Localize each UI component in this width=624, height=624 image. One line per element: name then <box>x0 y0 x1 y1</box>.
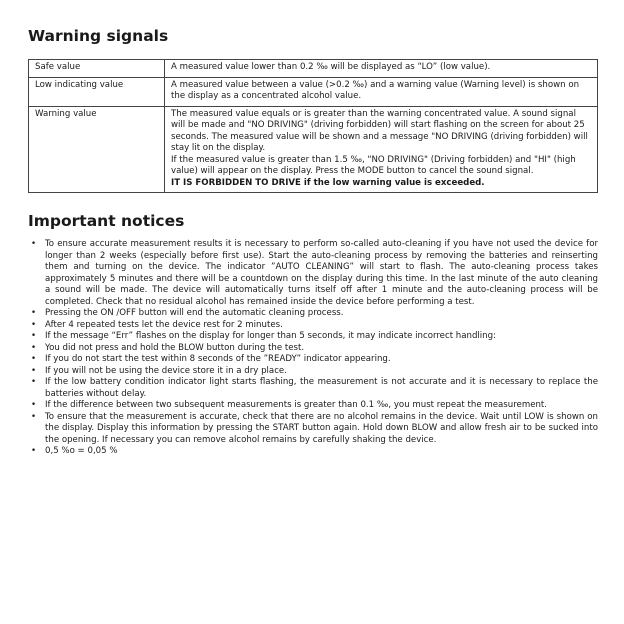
document-page <box>28 24 598 458</box>
row-text: If the measured value is greater than 1.5 ‰, "NO DRIVING" (Driving forbidden) and "HI" (high value) will appear on the display. Press the MODE button to cancel the sound signal. <box>171 154 576 176</box>
bullet-icon: • <box>31 319 37 330</box>
warning-signals-table <box>28 59 598 193</box>
list-item-text: If the low battery condition indicator light starts flashing, the measurement is not accurate and it is necessary to replace the batteries without delay. <box>45 377 598 399</box>
list-item-text: After 4 repeated tests let the device rest for 2 minutes. <box>45 319 283 330</box>
bullet-icon: • <box>31 308 37 318</box>
bullet-icon: • <box>31 239 37 249</box>
list-item <box>28 446 598 458</box>
list-item-text: To ensure accurate measurement results it is necessary to perform so-called auto-cleaning if you have not used the device for longer than 2 weeks (especially before first use). Start the auto-cleaning process by removing the batteries and reinserting them and turning on the device. The indicator ”AUTO CLEANING” will start to flash. The auto-cleaning process takes approximately 5 minutes and there will be a countdown on the display during this time. In the last minute of the auto cleaning a sound will be made. The device will automatically turns itself off after 1 minute and the auto-cleaning process will be completed. Check that no residual alcohol has remained inside the device before performing a test. <box>45 239 598 307</box>
row-text: A measured value between a value (>0.2 ‰) and a warning value (Warning level) is shown on the display as a concentrated alcohol value. <box>171 79 580 101</box>
row-text: A measured value lower than 0.2 ‰ will be displayed as “LO” (low value). <box>171 62 491 72</box>
row-text: The measured value equals or is greater than the warning concentrated value. A sound signal will be made and "NO DRIVING" (driving forbidden) will start flashing on the screen for about 25 seconds. The measured value will be shown and a message "NO DRIVING (driving forbidden) will stay lit on the display. <box>171 108 588 153</box>
list-item-text: You did not press and hold the BLOW button during the test. <box>45 342 305 353</box>
warning-signals-heading: Warning signals <box>28 27 169 45</box>
list-item-text: If the difference between two subsequent measurements is greater than 0.1 ‰, you must repeat the measurement. <box>45 400 548 410</box>
bullet-icon: • <box>31 342 37 353</box>
list-item <box>28 412 598 447</box>
bullet-icon: • <box>31 446 37 456</box>
table-row <box>29 106 598 193</box>
list-item-text: If you do not start the test within 8 seconds of the ”READY” indicator appearing. <box>45 354 391 364</box>
table-row <box>29 77 598 106</box>
list-item <box>28 239 598 308</box>
bullet-icon: • <box>31 354 37 364</box>
list-item-text: To ensure that the measurement is accurate, check that there are no alcohol remains in the device. Wait until LOW is shown on the display. Display this information by pressing the START button again. Hold down BLOW and allow fresh air to be sucked into the opening. If necessary you can remove alcohol remains by carefully shaking the device. <box>45 411 598 445</box>
list-item <box>28 400 598 412</box>
list-item <box>28 308 598 320</box>
list-item-text: Pressing the ON /OFF button will end the automatic cleaning process. <box>45 308 344 318</box>
list-item <box>28 320 598 332</box>
row-label: Warning value <box>29 106 165 193</box>
bullet-icon: • <box>31 411 37 422</box>
bullet-icon: • <box>31 365 37 376</box>
row-label: Safe value <box>29 60 165 78</box>
row-description <box>165 77 598 106</box>
forbidden-warning: IT IS FORBIDDEN TO DRIVE if the low warning value is exceeded. <box>171 177 485 188</box>
bullet-icon: • <box>31 400 37 410</box>
important-notices-heading: Important notices <box>28 212 185 230</box>
list-item <box>28 366 598 378</box>
row-description <box>165 60 598 78</box>
bullet-icon: • <box>31 377 37 387</box>
list-item <box>28 343 598 355</box>
row-label: Low indicating value <box>29 77 165 106</box>
list-item-text: If the message “Err” flashes on the display for longer than 5 seconds, it may indicate incorrect handling: <box>45 331 496 341</box>
list-item-text: If you will not be using the device store it in a dry place. <box>45 365 287 376</box>
list-item <box>28 354 598 366</box>
table-row <box>29 60 598 78</box>
bullet-icon: • <box>31 331 37 341</box>
list-item <box>28 377 598 400</box>
list-item <box>28 331 598 343</box>
row-description <box>165 106 598 193</box>
list-item-text: 0,5 %o = 0,05 % <box>45 446 118 456</box>
notices-list <box>28 239 598 458</box>
